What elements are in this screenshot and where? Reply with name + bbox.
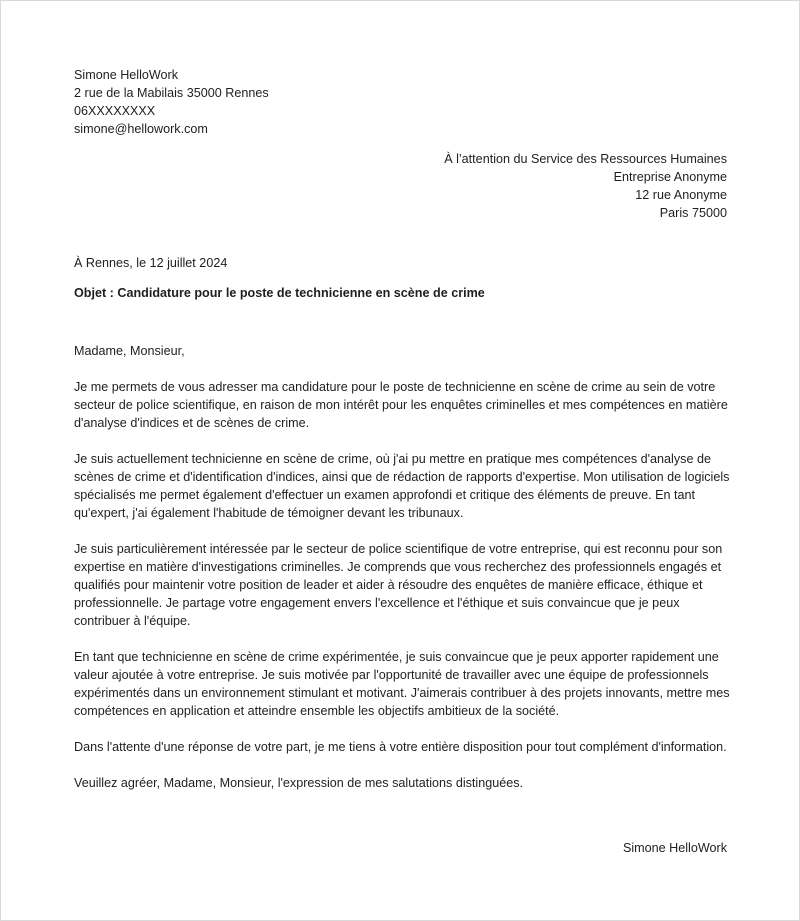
letter-date: À Rennes, le 12 juillet 2024 xyxy=(74,256,228,270)
body-paragraph-1: Je me permets de vous adresser ma candidature pour le poste de technicienne en scène de crime au sein de votre secteur de police scientifique, en raison de mon intérêt pour les enquêtes criminelles et mes compétences en matière d'analyse d'indices et de scènes de crime. xyxy=(74,380,728,430)
body-paragraph-2: Je suis actuellement technicienne en scène de crime, où j'ai pu mettre en pratique mes compétences d'analyse de scènes de crime et d'identification d'indices, ainsi que de rédaction de rapports d'expertise. Mon utilisation de logiciels spécialisés me permet également d'effectuer un examen approfondi et critique des éléments de preuve. En tant qu'expert, j'ai également l'habitude de témoigner devant les tribunaux. xyxy=(74,452,730,520)
sender-phone: 06XXXXXXXX xyxy=(74,104,156,118)
sender-address: 2 rue de la Mabilais 35000 Rennes xyxy=(74,86,269,100)
recipient-street: 12 rue Anonyme xyxy=(635,188,727,202)
letter-subject: Objet : Candidature pour le poste de technicienne en scène de crime xyxy=(74,286,485,300)
sender-block xyxy=(74,66,269,138)
sender-email: simone@hellowork.com xyxy=(74,122,208,136)
closing-paragraph: Veuillez agréer, Madame, Monsieur, l'expression de mes salutations distinguées. xyxy=(74,776,524,790)
letter-body xyxy=(74,342,734,810)
signature: Simone HelloWork xyxy=(622,841,727,855)
recipient-city: Paris 75000 xyxy=(659,206,727,220)
body-paragraph-3: Je suis particulièrement intéressée par le secteur de police scientifique de votre entreprise, qui est reconnu pour son expertise en matière d'investigations criminelles. Je comprends que vous recherchez des professionnels engagés et qualifiés pour maintenir votre position de leader et aider à résoudre des enquêtes de manière efficace, éthique et professionnelle. Je partage votre engagement envers l'excellence et l'éthique et suis convaincue que je peux contribuer à l'équipe. xyxy=(74,542,723,628)
recipient-block xyxy=(444,150,727,222)
recipient-attention: À l’attention du Service des Ressources Humaines xyxy=(444,152,727,166)
body-paragraph-4: En tant que technicienne en scène de crime expérimentée, je suis convaincue que je peux apporter rapidement une valeur ajoutée à votre entreprise. Je suis motivée par l'opportunité de travailler avec une équipe de professionnels expérimentés dans un environnement stimulant et motivant. J'aimerais contribuer à des projets innovants, mettre mes compétences en application et atteindre ensemble les objectifs ambitieux de la société. xyxy=(74,650,730,718)
recipient-company: Entreprise Anonyme xyxy=(613,170,727,184)
sender-name: Simone HelloWork xyxy=(74,68,179,82)
body-paragraph-5: Dans l'attente d'une réponse de votre part, je me tiens à votre entière disposition pour tout complément d'information. xyxy=(74,740,727,754)
salutation: Madame, Monsieur, xyxy=(74,344,185,358)
